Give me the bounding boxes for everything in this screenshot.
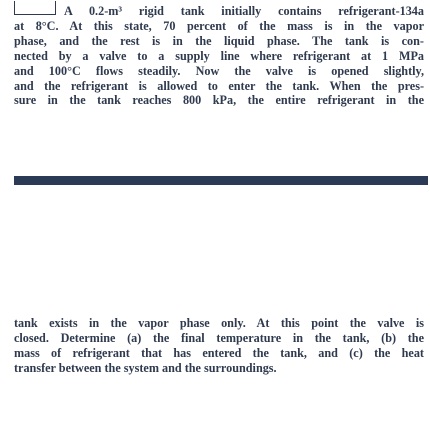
- problem-line: phase, and the rest is in the liquid phase. The tank is con-: [14, 33, 424, 48]
- problem-line: transfer between the system and the surroundings.: [14, 360, 277, 375]
- problem-line: closed. Determine (a) the final temperature in the tank, (b) the: [14, 330, 424, 345]
- problem-line: at 8°C. At this state, 70 percent of the mass is in the vapor: [14, 18, 424, 33]
- problem-line: nected by a valve to a supply line where refrigerant at 1 MPa: [14, 48, 424, 63]
- problem-line: sure in the tank reaches 800 kPa, the entire refrigerant in the: [14, 93, 424, 108]
- problem-line: tank exists in the vapor phase only. At this point the valve is: [14, 316, 424, 330]
- problem-line: mass of refrigerant that has entered the tank, and (c) the heat: [14, 345, 424, 360]
- page-divider-bar: [14, 176, 428, 185]
- problem-text-top: [14, 4, 424, 108]
- problem-line: and 100°C flows steadily. Now the valve is opened slightly,: [14, 63, 424, 78]
- problem-text-bottom: [14, 316, 424, 376]
- problem-line: A 0.2-m³ rigid tank initially contains refrigerant-134a: [64, 4, 424, 18]
- problem-line: and the refrigerant is allowed to enter the tank. When the pres-: [14, 78, 424, 93]
